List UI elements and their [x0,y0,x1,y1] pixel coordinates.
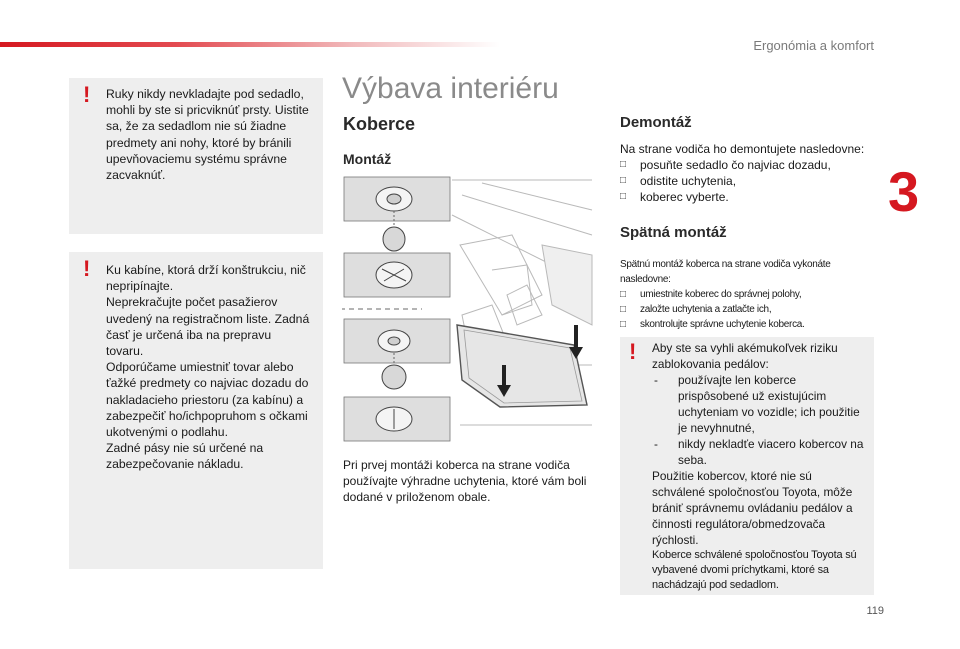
list-item: □ posuňte sedadlo čo najviac dozadu, [620,157,875,173]
warning-box-cabin [69,252,323,569]
mount-heading: Montáž [343,151,392,167]
section-title: Ergonómia a komfort [753,38,874,53]
header-accent-bar [0,42,500,47]
warning-mats-paragraph: Použitie kobercov, ktoré nie sú schválené spoločnosťou Toyota, môže brániť správnemu ovládaniu pedálov a činnosti regulátora/obmedzovača rýchlosti. [652,469,853,547]
refit-steps [620,287,882,332]
removal-heading: Demontáž [620,114,692,131]
warning-icon: ! [83,256,91,281]
removal-steps [620,157,875,205]
subsection-heading: Koberce [343,114,416,134]
refit-section [620,257,882,332]
warning-box-seat [69,78,323,234]
warning-mats-intro: Aby ste sa vyhli akémukoľvek riziku zablokovania pedálov: [652,341,838,371]
refit-intro: Spätnú montáž koberca na strane vodiča vykonáte nasledovne: [620,259,831,285]
list-item: □ založte uchytenia a zatlačte ich, [620,302,882,317]
warning-mats-note: Koberce schválené spoločnosťou Toyota sú vybavené dvomi príchytkami, ktoré sa nachádzajú pod sedadlom. [652,549,857,591]
list-item: - nikdy nekladťe viacero kobercov na seba. [652,436,866,468]
mount-caption: Pri prvej montáži koberca na strane vodiča používajte výhradne uchytenia, ktoré vám boli dodané v priloženom obale. [343,458,587,504]
warning-mats-list [652,372,866,468]
chapter-number: 3 [888,160,920,223]
refit-heading: Spätná montáž [620,224,727,241]
floor-mat-illustration [342,175,594,447]
warning-icon: ! [83,82,91,107]
removal-section [620,141,875,205]
page-number: 119 [866,605,884,617]
warning-text-seat: Ruky nikdy nevkladajte pod sedadlo, mohli by ste si pricviknúť prsty. Uistite sa, že za sedadlom nie sú žiadne predmety ani nohy, ktoré by bránili upevňovaciemu systému správne zacvaknúť. [106,87,309,183]
page-title: Výbava interiéru [342,72,559,105]
list-item: □ odistite uchytenia, [620,173,875,189]
list-item: □ skontrolujte správne uchytenie koberca. [620,317,882,332]
warning-text-cabin: Ku kabíne, ktorá drží konštrukciu, nič nepripínajte. Neprekračujte počet pasažierov uvedený na registračnom liste. Zadná časť je určená iba na prepravu tovaru. Odporúčame umiestniť tovar alebo ťažké predmety co najviac dozadu do nakladacieho priestoru (za kabínu) a zabezpečiť ho/ichpopruhom s očkami ukotvenými o podlahu. Zadné pásy nie sú určené na zabezpečovanie nákladu. [106,263,310,472]
warning-box-mats [620,337,874,595]
list-item: □ koberec vyberte. [620,189,875,205]
list-item: □ umiestnite koberec do správnej polohy, [620,287,882,302]
removal-intro: Na strane vodiča ho demontujete nasledovne: [620,142,865,156]
warning-icon: ! [629,339,637,364]
list-item: - používajte len koberce prispôsobené už existujúcim uchyteniam vo vozidle; ich použitie je nevyhnutné, [652,372,866,436]
